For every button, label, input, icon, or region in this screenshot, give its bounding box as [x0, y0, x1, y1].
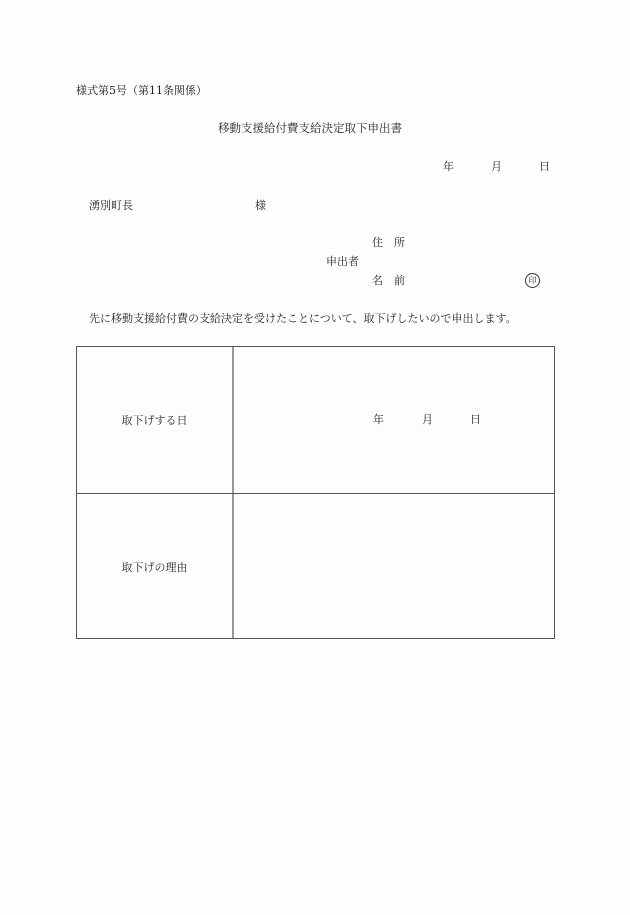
withdrawal-date-month: 月 [422, 413, 433, 426]
address-label: 住 所 [372, 236, 405, 249]
name-label: 名 前 [372, 274, 405, 287]
table-row-withdrawal-date [77, 347, 554, 494]
date-day-label: 日 [539, 160, 550, 173]
withdrawal-date-year: 年 [373, 413, 384, 426]
statement-text: 先に移動支援給付費の支給決定を受けたことについて、取下げしたいので申出します。 [89, 312, 517, 325]
addressee-name: 湧別町長 [89, 199, 133, 212]
withdrawal-date-label: 取下げする日 [121, 414, 188, 427]
withdrawal-date-day: 日 [470, 413, 481, 426]
addressee-honorific: 様 [255, 199, 266, 212]
document-title: 移動支援給付費支給決定取下申出書 [218, 121, 402, 135]
withdrawal-reason-label: 取下げの理由 [121, 560, 188, 574]
applicant-label: 申出者 [326, 255, 359, 268]
withdrawal-table [76, 346, 555, 639]
date-year-label: 年 [443, 160, 454, 173]
table-row-withdrawal-reason [77, 494, 554, 639]
date-month-label: 月 [491, 160, 502, 173]
seal-mark-icon: 印 [525, 273, 540, 288]
form-number: 様式第5号（第11条関係） [76, 84, 207, 97]
